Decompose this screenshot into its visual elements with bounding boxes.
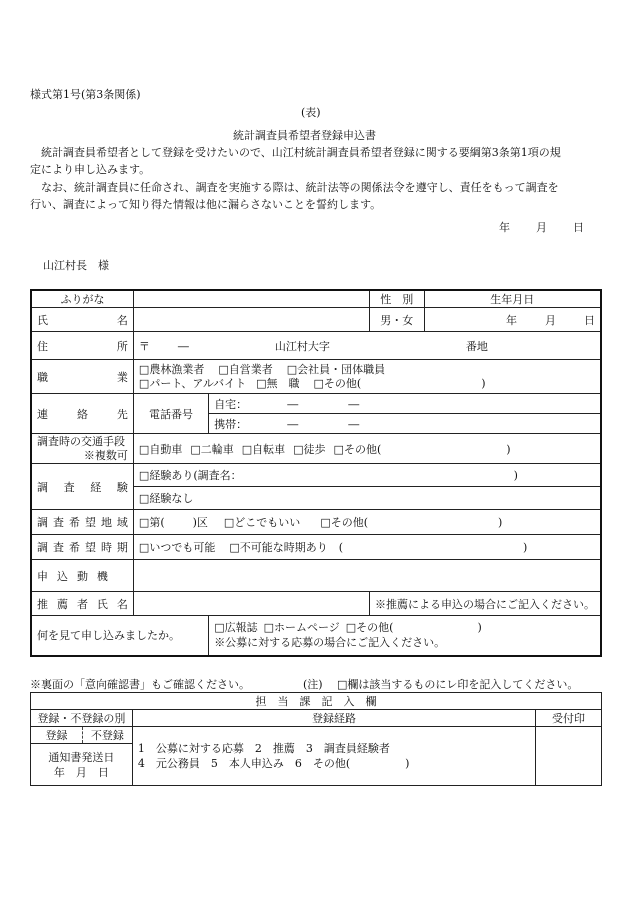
area-label: 調 査 希 望 地 域 [31, 510, 133, 535]
transport-car[interactable]: □自動車 [138, 442, 183, 456]
routes-row2: 4 元公務員 5 本人申込み 6 その他( ) [137, 757, 410, 770]
area-district[interactable]: □第( [138, 516, 165, 529]
transport-label: 調査時の交通手段 ※複数可 [31, 434, 133, 464]
registered-option[interactable]: 登録 [31, 727, 83, 744]
occupation-options[interactable]: □農林漁業者 □自営業者 □会社員・団体職員 □パート、アルバイト □無 職 □その他( ) [133, 360, 601, 394]
occupation-other[interactable]: □その他( [313, 376, 362, 390]
transport-walk[interactable]: □徒歩 [293, 442, 326, 456]
date-year: 年 [499, 221, 510, 234]
notice-label: 通知書発送日 [48, 750, 115, 764]
contact-label: 連 絡 先 [31, 394, 133, 434]
note-label: (注) [303, 678, 323, 691]
para2-line1: なお、統計調査員に任命され、調査を実施する際は、統計法等の関係法令を遵守し、責任をもって調査を [30, 181, 559, 194]
experience-label: 調 査 経 験 [31, 464, 133, 510]
address-label: 住 所 [31, 332, 133, 360]
notice-sent-date[interactable] [31, 744, 133, 786]
phone-label: 電話番号 [133, 394, 208, 434]
occupation-label: 職 業 [31, 360, 133, 394]
birthdate-field[interactable]: 年 月 日 [424, 308, 601, 332]
side-label: (表) [301, 106, 321, 119]
furigana-field[interactable] [133, 290, 369, 308]
mobile-label: 携帯： [214, 417, 248, 431]
date-line [499, 219, 584, 235]
birthdate-label: 生年月日 [424, 290, 601, 308]
source-note: ※公募に対する応募の場合にご記入ください。 [214, 636, 446, 650]
name-label: 氏 名 [31, 308, 133, 332]
postal-dash: ― [177, 339, 189, 353]
source-bulletin[interactable]: □広報誌 [214, 621, 258, 635]
back-page-note: ※裏面の「意向確認書」もご確認ください。 [30, 678, 250, 691]
address-village: 山江村大字 [274, 339, 330, 353]
application-form-table [30, 289, 602, 657]
recommender-label: 推 薦 者 氏 名 [31, 592, 133, 616]
source-label: 何を見て申し込みましたか。 [31, 616, 209, 656]
time-unavailable[interactable]: □不可能な時期あり ( [229, 541, 344, 554]
date-day: 日 [573, 221, 584, 234]
gender-field[interactable]: 男・女 [369, 308, 424, 332]
area-options[interactable]: □第( )区 □どこでもいい □その他( ) [133, 510, 601, 535]
transport-options[interactable]: □自動車 □二輪車 □自転車 □徒歩 □その他( ) [133, 434, 601, 464]
received-stamp-header: 受付印 [536, 710, 602, 727]
source-options[interactable]: □広報誌 □ホームページ □その他( ) ※公募に対する応募の場合にご記入ください。 [209, 616, 601, 656]
check-instruction: □欄は該当するものにレ印を記入してください。 [337, 678, 579, 691]
home-label: 自宅： [214, 397, 248, 411]
area-other[interactable]: □その他( [320, 516, 368, 529]
address-field[interactable] [133, 332, 601, 360]
time-options[interactable]: □いつでも可能 □不可能な時期あり ( ) [133, 535, 601, 560]
route-header: 登録経路 [132, 710, 535, 727]
date-month: 月 [536, 221, 547, 234]
motive-label: 申 込 動 機 [31, 560, 133, 592]
declaration-paragraph-1 [30, 144, 598, 178]
para2-line2: 行い、調査によって知り得た情報は他に漏らさないことを誓約します。 [30, 198, 382, 211]
motive-field[interactable] [133, 560, 601, 592]
mobile-phone-field[interactable]: 携帯： ― ― [209, 414, 601, 434]
page-title: 統計調査員希望者登録申込書 [233, 129, 376, 142]
recommender-field[interactable] [133, 592, 369, 616]
time-label: 調 査 希 望 時 期 [31, 535, 133, 560]
transport-motorcycle[interactable]: □二輪車 [190, 442, 234, 456]
transport-bicycle[interactable]: □自転車 [241, 442, 286, 456]
occupation-self-employed[interactable]: □自営業者 [218, 362, 273, 376]
office-use-title: 担 当 課 記 入 欄 [31, 693, 602, 710]
name-field[interactable] [133, 308, 369, 332]
occupation-employee[interactable]: □会社員・団体職員 [286, 362, 386, 376]
home-phone-field[interactable]: 自宅： ― ― [209, 394, 601, 414]
received-stamp-box [536, 727, 602, 786]
address-banchi: 番地 [465, 339, 488, 353]
para1-line2: 定により申し込みます。 [30, 163, 151, 176]
office-use-table [30, 692, 602, 786]
gender-label: 性 別 [369, 290, 424, 308]
occupation-farming[interactable]: □農林漁業者 [138, 362, 205, 376]
route-options[interactable] [132, 727, 535, 786]
addressee: 山江村長 様 [43, 259, 109, 272]
declaration-paragraph-2 [30, 179, 598, 213]
recommender-note: ※推薦による申込の場合にご記入ください。 [369, 592, 601, 616]
transport-other[interactable]: □その他( [333, 442, 382, 456]
source-homepage[interactable]: □ホームページ [263, 621, 340, 635]
para1-line1: 統計調査員希望者として登録を受けたいので、山江村統計調査員希望者登録に関する要綱第3条第1項の規 [30, 146, 561, 159]
source-other[interactable]: □その他( [345, 621, 394, 635]
reg-status-header: 登録・不登録の別 [31, 710, 133, 727]
not-registered-option[interactable]: 不登録 [82, 727, 132, 744]
occupation-unemployed[interactable]: □無 職 [256, 376, 300, 390]
experience-no[interactable]: □経験なし [133, 487, 601, 510]
occupation-part-time[interactable]: □パート、アルバイト [138, 376, 247, 390]
time-anytime[interactable]: □いつでも可能 [138, 541, 216, 554]
routes-row1: 1 公募に対する応募 2 推薦 3 調査員経験者 [137, 742, 390, 755]
postal-mark: 〒 [138, 339, 150, 353]
experience-yes[interactable]: □経験あり(調査名： ) [133, 464, 601, 487]
notice-date: 年 月 日 [53, 765, 109, 779]
form-number: 様式第1号(第3条関係) [30, 88, 141, 101]
furigana-label: ふりがな [31, 290, 133, 308]
area-anywhere[interactable]: □どこでもいい [223, 516, 301, 529]
